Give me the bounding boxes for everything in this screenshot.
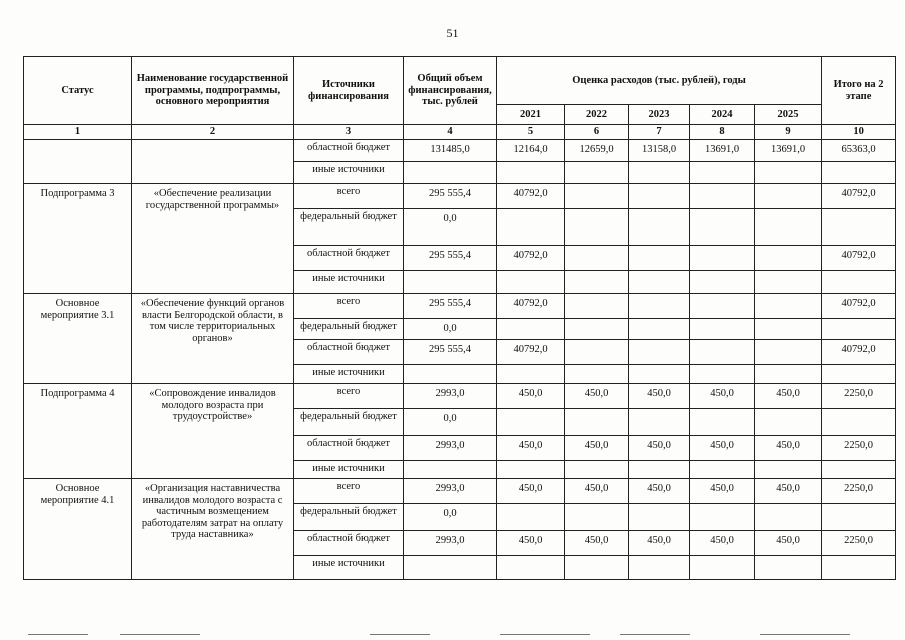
total-cell: 0,0 xyxy=(404,409,497,436)
year-value-cell: 40792,0 xyxy=(497,294,565,319)
stage-total-cell: 40792,0 xyxy=(822,340,896,365)
year-value-cell xyxy=(690,319,755,340)
stage-total-cell: 40792,0 xyxy=(822,184,896,209)
year-value-cell xyxy=(755,319,822,340)
bottom-scan-marks xyxy=(0,630,905,640)
source-cell: всего xyxy=(294,294,404,319)
year-value-cell xyxy=(565,556,629,580)
source-cell: иные источники xyxy=(294,271,404,294)
source-cell: областной бюджет xyxy=(294,340,404,365)
year-value-cell xyxy=(565,162,629,184)
source-cell: федеральный бюджет xyxy=(294,409,404,436)
status-cell: Основное мероприятие 3.1 xyxy=(24,294,132,384)
source-cell: федеральный бюджет xyxy=(294,209,404,246)
stage-total-cell: 40792,0 xyxy=(822,246,896,271)
table-row xyxy=(24,184,896,209)
year-value-cell xyxy=(755,409,822,436)
year-value-cell: 13691,0 xyxy=(755,140,822,162)
year-value-cell xyxy=(690,209,755,246)
year-value-cell xyxy=(497,409,565,436)
year-value-cell xyxy=(690,504,755,531)
column-number: 10 xyxy=(822,125,896,140)
year-value-cell: 40792,0 xyxy=(497,184,565,209)
year-value-cell xyxy=(629,209,690,246)
column-number: 5 xyxy=(497,125,565,140)
total-cell xyxy=(404,365,497,384)
table-row xyxy=(24,479,896,504)
source-cell: всего xyxy=(294,184,404,209)
source-cell: иные источники xyxy=(294,556,404,580)
total-cell: 0,0 xyxy=(404,319,497,340)
header-year: 2021 xyxy=(497,105,565,125)
source-cell: иные источники xyxy=(294,365,404,384)
budget-table xyxy=(23,56,896,580)
year-value-cell xyxy=(629,504,690,531)
year-value-cell: 450,0 xyxy=(755,531,822,556)
year-value-cell xyxy=(690,461,755,479)
header-status: Статус xyxy=(24,57,132,125)
stage-total-cell: 65363,0 xyxy=(822,140,896,162)
year-value-cell: 450,0 xyxy=(690,436,755,461)
year-value-cell xyxy=(497,461,565,479)
column-number: 4 xyxy=(404,125,497,140)
scan-mark xyxy=(28,634,88,635)
source-cell: областной бюджет xyxy=(294,436,404,461)
total-cell xyxy=(404,556,497,580)
year-value-cell xyxy=(629,246,690,271)
year-value-cell xyxy=(629,162,690,184)
status-cell: Подпрограмма 3 xyxy=(24,184,132,294)
stage-total-cell: 2250,0 xyxy=(822,531,896,556)
year-value-cell: 450,0 xyxy=(565,436,629,461)
year-value-cell: 450,0 xyxy=(690,531,755,556)
year-value-cell xyxy=(755,184,822,209)
total-cell: 131485,0 xyxy=(404,140,497,162)
stage-total-cell xyxy=(822,461,896,479)
program-name-cell: «Обеспечение реализации государственной программы» xyxy=(132,184,294,294)
scan-mark xyxy=(120,634,200,635)
stage-total-cell xyxy=(822,319,896,340)
year-value-cell xyxy=(497,365,565,384)
year-value-cell: 450,0 xyxy=(629,531,690,556)
program-name-cell: «Обеспечение функций органов власти Белгородской области, в том числе территориальных органов» xyxy=(132,294,294,384)
total-cell xyxy=(404,162,497,184)
header-total-volume: Общий объем финансирования, тыс. рублей xyxy=(404,57,497,125)
status-cell: Подпрограмма 4 xyxy=(24,384,132,479)
total-cell: 0,0 xyxy=(404,209,497,246)
total-cell: 2993,0 xyxy=(404,479,497,504)
table-row xyxy=(24,294,896,319)
year-value-cell xyxy=(755,461,822,479)
year-value-cell xyxy=(755,365,822,384)
total-cell xyxy=(404,271,497,294)
year-value-cell xyxy=(755,271,822,294)
year-value-cell: 40792,0 xyxy=(497,340,565,365)
stage-total-cell: 2250,0 xyxy=(822,384,896,409)
header-year: 2022 xyxy=(565,105,629,125)
header-year: 2023 xyxy=(629,105,690,125)
year-value-cell xyxy=(629,271,690,294)
year-value-cell xyxy=(690,271,755,294)
stage-total-cell xyxy=(822,504,896,531)
year-value-cell: 450,0 xyxy=(497,436,565,461)
program-name-cell xyxy=(132,140,294,184)
year-value-cell xyxy=(690,365,755,384)
total-cell: 0,0 xyxy=(404,504,497,531)
year-value-cell: 450,0 xyxy=(497,479,565,504)
year-value-cell xyxy=(497,556,565,580)
source-cell: иные источники xyxy=(294,162,404,184)
year-value-cell xyxy=(565,504,629,531)
year-value-cell: 450,0 xyxy=(629,384,690,409)
year-value-cell xyxy=(690,162,755,184)
year-value-cell: 450,0 xyxy=(755,384,822,409)
year-value-cell xyxy=(690,294,755,319)
total-cell xyxy=(404,461,497,479)
year-value-cell xyxy=(565,209,629,246)
total-cell: 295 555,4 xyxy=(404,246,497,271)
total-cell: 2993,0 xyxy=(404,384,497,409)
year-value-cell: 450,0 xyxy=(629,479,690,504)
status-cell xyxy=(24,140,132,184)
source-cell: областной бюджет xyxy=(294,531,404,556)
year-value-cell xyxy=(690,556,755,580)
stage-total-cell xyxy=(822,409,896,436)
total-cell: 295 555,4 xyxy=(404,184,497,209)
year-value-cell: 450,0 xyxy=(690,384,755,409)
source-cell: всего xyxy=(294,384,404,409)
year-value-cell: 12164,0 xyxy=(497,140,565,162)
column-number: 7 xyxy=(629,125,690,140)
year-value-cell: 450,0 xyxy=(755,436,822,461)
year-value-cell: 450,0 xyxy=(565,531,629,556)
year-value-cell xyxy=(755,246,822,271)
program-name-cell: «Сопровождение инвалидов молодого возраста при трудоустройстве» xyxy=(132,384,294,479)
header-program-name: Наименование государственной программы, подпрограммы, основного мероприятия xyxy=(132,57,294,125)
table-body xyxy=(24,125,896,580)
year-value-cell xyxy=(565,246,629,271)
year-value-cell xyxy=(755,209,822,246)
stage-total-cell xyxy=(822,365,896,384)
year-value-cell xyxy=(629,556,690,580)
year-value-cell xyxy=(565,340,629,365)
header-year: 2024 xyxy=(690,105,755,125)
column-number: 3 xyxy=(294,125,404,140)
total-cell: 295 555,4 xyxy=(404,294,497,319)
year-value-cell xyxy=(629,340,690,365)
total-cell: 295 555,4 xyxy=(404,340,497,365)
year-value-cell: 13158,0 xyxy=(629,140,690,162)
column-number: 8 xyxy=(690,125,755,140)
stage-total-cell: 2250,0 xyxy=(822,436,896,461)
year-value-cell xyxy=(565,294,629,319)
page-number: 51 xyxy=(446,26,459,40)
source-cell: областной бюджет xyxy=(294,140,404,162)
year-value-cell xyxy=(565,271,629,294)
column-number: 1 xyxy=(24,125,132,140)
status-cell: Основное мероприятие 4.1 xyxy=(24,479,132,580)
year-value-cell: 450,0 xyxy=(497,384,565,409)
year-value-cell xyxy=(755,556,822,580)
column-number: 6 xyxy=(565,125,629,140)
year-value-cell xyxy=(629,294,690,319)
year-value-cell: 450,0 xyxy=(565,479,629,504)
year-value-cell xyxy=(565,319,629,340)
source-cell: федеральный бюджет xyxy=(294,504,404,531)
header-stage-total: Итого на 2 этапе xyxy=(822,57,896,125)
year-value-cell xyxy=(629,184,690,209)
year-value-cell xyxy=(629,409,690,436)
year-value-cell xyxy=(755,504,822,531)
stage-total-cell xyxy=(822,162,896,184)
source-cell: федеральный бюджет xyxy=(294,319,404,340)
year-value-cell xyxy=(755,294,822,319)
year-value-cell xyxy=(690,246,755,271)
year-value-cell: 12659,0 xyxy=(565,140,629,162)
year-value-cell: 450,0 xyxy=(755,479,822,504)
stage-total-cell xyxy=(822,271,896,294)
year-value-cell xyxy=(629,319,690,340)
header-sources: Источники финансирования xyxy=(294,57,404,125)
header-year: 2025 xyxy=(755,105,822,125)
header-estimate: Оценка расходов (тыс. рублей), годы xyxy=(497,57,822,105)
year-value-cell xyxy=(690,409,755,436)
year-value-cell xyxy=(565,184,629,209)
scan-mark xyxy=(500,634,590,635)
year-value-cell: 450,0 xyxy=(629,436,690,461)
year-value-cell xyxy=(497,209,565,246)
year-value-cell: 40792,0 xyxy=(497,246,565,271)
total-cell: 2993,0 xyxy=(404,436,497,461)
year-value-cell xyxy=(497,162,565,184)
table-row xyxy=(24,140,896,162)
year-value-cell xyxy=(690,340,755,365)
stage-total-cell: 2250,0 xyxy=(822,479,896,504)
program-name-cell: «Организация наставничества инвалидов молодого возраста с частичным возмещением работодателям затрат на оплату труда наставника» xyxy=(132,479,294,580)
year-value-cell xyxy=(565,365,629,384)
scan-mark xyxy=(370,634,430,635)
scan-mark xyxy=(760,634,850,635)
year-value-cell xyxy=(755,162,822,184)
year-value-cell xyxy=(690,184,755,209)
year-value-cell: 450,0 xyxy=(565,384,629,409)
stage-total-cell: 40792,0 xyxy=(822,294,896,319)
year-value-cell xyxy=(755,340,822,365)
stage-total-cell xyxy=(822,556,896,580)
year-value-cell xyxy=(497,504,565,531)
year-value-cell xyxy=(629,461,690,479)
year-value-cell: 450,0 xyxy=(497,531,565,556)
year-value-cell xyxy=(497,271,565,294)
table-row xyxy=(24,384,896,409)
stage-total-cell xyxy=(822,209,896,246)
column-number-row xyxy=(24,125,896,140)
year-value-cell xyxy=(497,319,565,340)
year-value-cell xyxy=(565,461,629,479)
year-value-cell: 13691,0 xyxy=(690,140,755,162)
year-value-cell: 450,0 xyxy=(690,479,755,504)
total-cell: 2993,0 xyxy=(404,531,497,556)
scan-mark xyxy=(620,634,690,635)
year-value-cell xyxy=(629,365,690,384)
source-cell: областной бюджет xyxy=(294,246,404,271)
source-cell: иные источники xyxy=(294,461,404,479)
column-number: 9 xyxy=(755,125,822,140)
year-value-cell xyxy=(565,409,629,436)
column-number: 2 xyxy=(132,125,294,140)
source-cell: всего xyxy=(294,479,404,504)
